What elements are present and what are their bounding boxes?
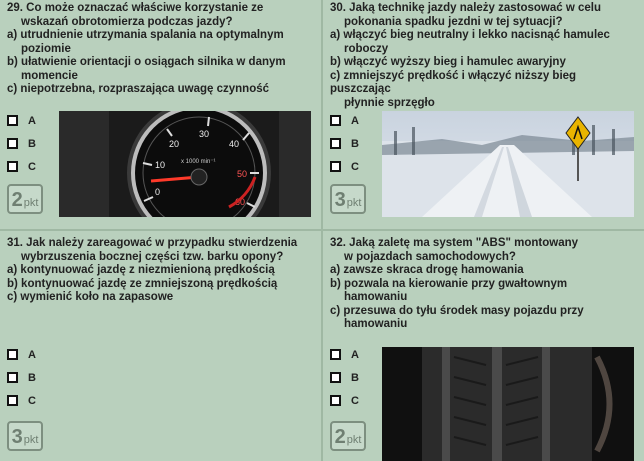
tick-label: 20 bbox=[169, 139, 180, 149]
answer-c-text-cont: hamowaniu bbox=[344, 318, 408, 330]
option-b[interactable] bbox=[330, 132, 359, 155]
checkbox-icon[interactable] bbox=[330, 115, 341, 126]
question-31-text bbox=[7, 237, 312, 305]
points-badge bbox=[7, 184, 43, 214]
points-badge bbox=[330, 184, 366, 214]
option-a[interactable] bbox=[7, 109, 36, 132]
answer-b-text: b) kontynuować jazdę ze zmniejszoną prędkością bbox=[7, 277, 278, 290]
checkbox-icon[interactable] bbox=[330, 372, 341, 383]
tick-label: 50 bbox=[237, 169, 248, 179]
option-b[interactable] bbox=[330, 366, 359, 389]
checkbox-icon[interactable] bbox=[330, 138, 341, 149]
option-a[interactable] bbox=[330, 343, 359, 366]
question-30-text bbox=[330, 2, 635, 110]
answer-options bbox=[330, 343, 359, 412]
checkbox-icon[interactable] bbox=[7, 161, 18, 172]
option-label: C bbox=[28, 160, 36, 173]
checkbox-icon[interactable] bbox=[330, 349, 341, 360]
points-number: 2 bbox=[11, 189, 23, 211]
tick-label: 40 bbox=[229, 139, 240, 149]
question-29-text bbox=[7, 2, 312, 97]
question-line: pokonania spadku jezdni w tej sytuacji? bbox=[344, 15, 563, 28]
points-unit: pkt bbox=[346, 197, 362, 209]
answer-c-text: c) zmniejszyć prędkość i włączyć niższy bieg puszczając bbox=[330, 69, 577, 95]
tick-label: 30 bbox=[199, 129, 210, 139]
answer-a-text: a) utrudnienie utrzymania spalania na optymalnym bbox=[7, 29, 284, 41]
checkbox-icon[interactable] bbox=[7, 115, 18, 126]
tick-label: 10 bbox=[155, 160, 166, 170]
checkbox-icon[interactable] bbox=[330, 161, 341, 172]
option-a[interactable] bbox=[330, 109, 359, 132]
option-label: C bbox=[351, 160, 359, 173]
checkbox-icon[interactable] bbox=[330, 395, 341, 406]
question-line: wskazań obrotomierza podczas jazdy? bbox=[21, 15, 233, 28]
question-31 bbox=[0, 231, 321, 461]
points-number: 3 bbox=[334, 189, 346, 211]
option-label: B bbox=[351, 371, 359, 384]
tick-label: 60 bbox=[235, 197, 246, 207]
question-32-text bbox=[330, 237, 635, 332]
option-label: B bbox=[28, 137, 36, 150]
question-line: 32. Jaką zaletę ma system "ABS" montowany bbox=[330, 237, 579, 249]
tire-tread-image bbox=[382, 347, 634, 461]
option-label: C bbox=[28, 394, 36, 407]
answer-b-text: b) ułatwienie orientacji o osiągach silnika w danym bbox=[7, 56, 286, 68]
option-b[interactable] bbox=[7, 132, 36, 155]
option-label: A bbox=[351, 114, 359, 127]
question-line: wybrzuszenia bocznej części tzw. barku opony? bbox=[21, 250, 284, 263]
checkbox-icon[interactable] bbox=[7, 372, 18, 383]
answer-options bbox=[7, 343, 36, 412]
points-badge bbox=[7, 421, 43, 451]
answer-a-text: a) kontynuować jazdę z niezmienioną prędkością bbox=[7, 264, 275, 276]
option-label: B bbox=[351, 137, 359, 150]
option-label: A bbox=[28, 348, 36, 361]
points-number: 2 bbox=[334, 426, 346, 448]
option-label: C bbox=[351, 394, 359, 407]
checkbox-icon[interactable] bbox=[7, 349, 18, 360]
question-30 bbox=[323, 0, 644, 229]
answer-c-text: c) przesuwa do tyłu środek masy pojazdu przy bbox=[330, 304, 584, 317]
answer-a-text: a) zawsze skraca drogę hamowania bbox=[330, 264, 524, 276]
option-c[interactable] bbox=[330, 155, 359, 178]
option-label: A bbox=[28, 114, 36, 127]
question-line: 30. Jaką technikę jazdy należy zastosować w celu bbox=[330, 2, 602, 14]
points-unit: pkt bbox=[23, 434, 39, 446]
gauge-unit: x 1000 min⁻¹ bbox=[181, 159, 216, 165]
option-c[interactable] bbox=[7, 155, 36, 178]
option-label: A bbox=[351, 348, 359, 361]
question-line: 31. Jak należy zareagować w przypadku stwierdzenia bbox=[7, 237, 298, 249]
points-badge bbox=[330, 421, 366, 451]
answer-a-text-cont: roboczy bbox=[344, 42, 389, 55]
option-c[interactable] bbox=[330, 389, 359, 412]
option-label: B bbox=[28, 371, 36, 384]
answer-c-text: c) wymienić koło na zapasowe bbox=[7, 291, 174, 303]
answer-a-text-cont: poziomie bbox=[21, 42, 71, 55]
tachometer-image bbox=[59, 111, 311, 217]
answer-options bbox=[330, 109, 359, 178]
answer-options bbox=[7, 109, 36, 178]
answer-b-text-cont: hamowaniu bbox=[344, 291, 408, 303]
tick-label: 0 bbox=[155, 187, 161, 197]
question-32 bbox=[323, 231, 644, 461]
checkbox-icon[interactable] bbox=[7, 138, 18, 149]
answer-b-text: b) pozwala na kierowanie przy gwałtownym bbox=[330, 277, 568, 290]
option-a[interactable] bbox=[7, 343, 36, 366]
answer-a-text: a) włączyć bieg neutralny i lekko nacisnąć hamulec bbox=[330, 29, 610, 41]
question-29 bbox=[0, 0, 321, 229]
answer-c-text-cont: płynnie sprzęgło bbox=[344, 96, 435, 109]
option-b[interactable] bbox=[7, 366, 36, 389]
snowy-road-image bbox=[382, 111, 634, 217]
question-line: 29. Co może oznaczać właściwe korzystanie ze bbox=[7, 2, 264, 14]
answer-c-text: c) niepotrzebna, rozpraszająca uwagę czynność bbox=[7, 83, 270, 95]
option-c[interactable] bbox=[7, 389, 36, 412]
answer-b-text: b) włączyć wyższy bieg i hamulec awaryjny bbox=[330, 56, 566, 68]
checkbox-icon[interactable] bbox=[7, 395, 18, 406]
points-number: 3 bbox=[11, 426, 23, 448]
points-unit: pkt bbox=[23, 197, 39, 209]
points-unit: pkt bbox=[346, 434, 362, 446]
question-line: w pojazdach samochodowych? bbox=[344, 250, 516, 263]
answer-b-text-cont: momencie bbox=[21, 69, 78, 82]
